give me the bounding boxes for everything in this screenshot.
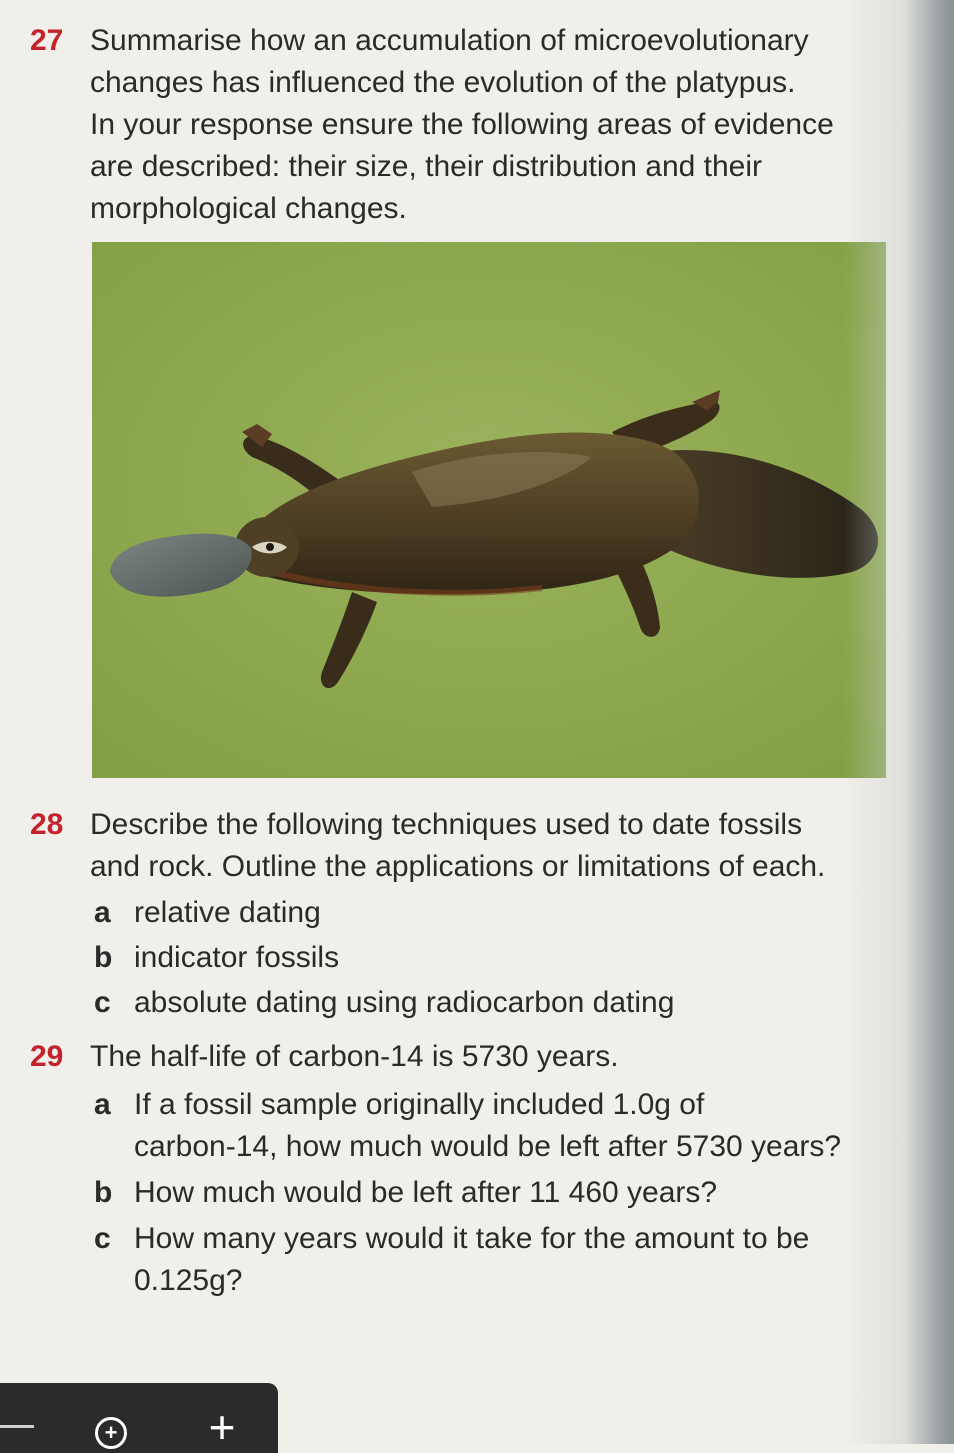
sub-question-text: If a fossil sample originally included 1.0g of carbon-14, how much would be left after 5730 years?: [134, 1088, 842, 1163]
sub-question-letter: c: [94, 1222, 111, 1255]
question-number: 28: [30, 808, 64, 841]
sub-question-text: relative dating: [134, 896, 321, 929]
sub-question-text: How much would be left after 11 460 years?: [134, 1176, 718, 1209]
plus-icon[interactable]: +: [208, 1401, 236, 1453]
sub-question-letter: c: [94, 986, 111, 1019]
sub-question-text: How many years would it take for the amount to be 0.125g?: [134, 1222, 810, 1297]
sub-question-a: [96, 1084, 910, 1168]
question-text: Describe the following techniques used to date fossils and rock. Outline the applications or limitations of each.: [90, 808, 826, 883]
question-28: [30, 804, 910, 1024]
question-text: Summarise how an accumulation of microevolutionary changes has influenced the evolution of the platypus. In your response ensure the following areas of evidence are described: their size, their distribution and their morphological changes.: [90, 24, 834, 225]
question-29: [30, 1036, 910, 1302]
platypus-photo: [92, 242, 886, 778]
viewer-toolbar: [0, 1383, 278, 1453]
sub-question-c: [96, 982, 910, 1024]
question-text: The half-life of carbon-14 is 5730 years.: [90, 1040, 619, 1073]
question-number: 27: [30, 24, 64, 57]
sub-question-a: [96, 892, 910, 934]
sub-question-letter: a: [94, 896, 111, 929]
sub-question-letter: a: [94, 1088, 111, 1121]
question-number: 29: [30, 1040, 64, 1073]
sub-question-letter: b: [94, 1176, 113, 1209]
sub-question-b: [96, 937, 910, 979]
sub-question-letter: b: [94, 941, 113, 974]
sub-question-b: [96, 1172, 910, 1214]
question-27: [30, 20, 910, 230]
add-circle-icon[interactable]: +: [95, 1417, 127, 1449]
sub-question-c: [96, 1218, 910, 1302]
sub-question-text: absolute dating using radiocarbon dating: [134, 986, 675, 1019]
sub-question-text: indicator fossils: [134, 941, 340, 974]
minus-icon[interactable]: [0, 1425, 34, 1428]
